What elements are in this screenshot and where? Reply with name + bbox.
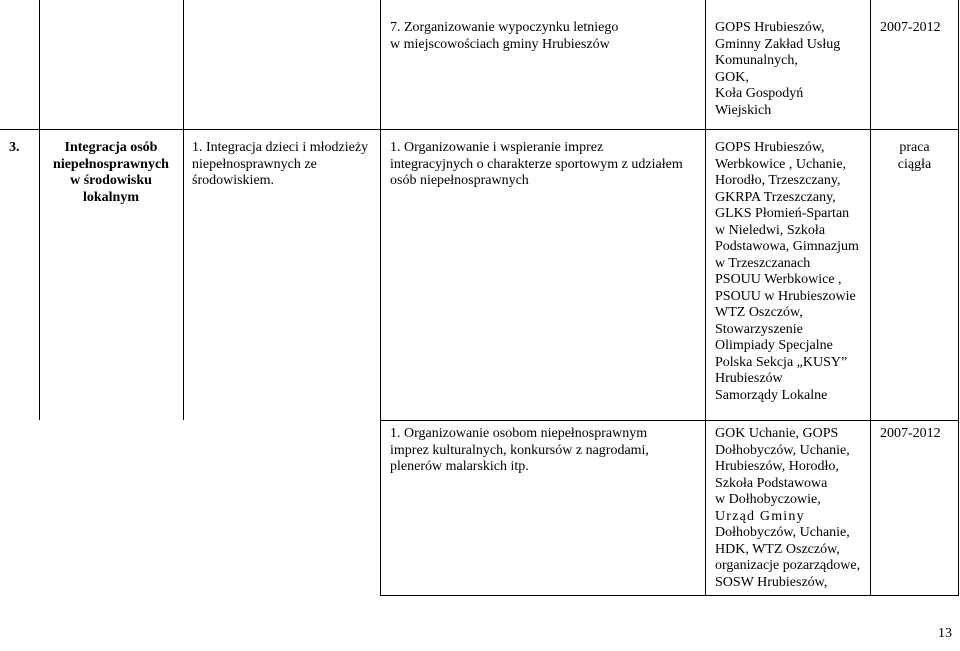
row2-partners: GOPS Hrubieszów, Werbkowice , Uchanie, Horodło, Trzeszczany, GKRPA Trzeszczany, GLKS Płomień-Spartan w Nieledwi, Szkoła Podstawowa, Gimnazjum w Trzeszczanach PSOUU Werbkowice , PSOUU w Hrubieszowie WTZ Oszczów, Stowarzyszenie Olimpiady Specjalne Polska Sekcja „KUSY” Hrubieszów Samorządy Lokalne [715, 140, 859, 403]
row2-number: 3. [9, 140, 20, 155]
page-number: 13 [938, 626, 952, 641]
row1-task: 7. Zorganizowanie wypoczynku letniego w miejscowościach gminy Hrubieszów [390, 20, 619, 52]
row1-period: 2007-2012 [880, 20, 941, 35]
row2-task: 1. Organizowanie i wspieranie imprez integracyjnych o charakterze sportowym z udziałem osób niepełnosprawnych [390, 140, 683, 188]
row2-period: praca ciągła [897, 140, 932, 172]
row3-partners: GOK Uchanie, GOPS Dołhobyczów, Uchanie, Hrubieszów, Horodło, Szkoła Podstawowa w Dołhobyczowie, Urząd Gminy Dołhobyczów, Uchanie, HDK, WTZ Oszczów, organizacje pozarządowe, SOSW Hrubieszów, [715, 426, 861, 590]
row3-task: 1. Organizowanie osobom niepełnosprawnym imprez kulturalnych, konkursów z nagrodami, plenerów malarskich itp. [390, 426, 649, 474]
row3-period: 2007-2012 [880, 426, 941, 441]
row1-partners: GOPS Hrubieszów, Gminny Zakład Usług Komunalnych, GOK, Koła Gospodyń Wiejskich [715, 20, 841, 118]
row2-direction: 1. Integracja dzieci i młodzieży niepełnosprawnych ze środowiskiem. [192, 140, 369, 188]
row2-objective: Integracja osób niepełnosprawnych w środowisku lokalnym [53, 140, 169, 205]
